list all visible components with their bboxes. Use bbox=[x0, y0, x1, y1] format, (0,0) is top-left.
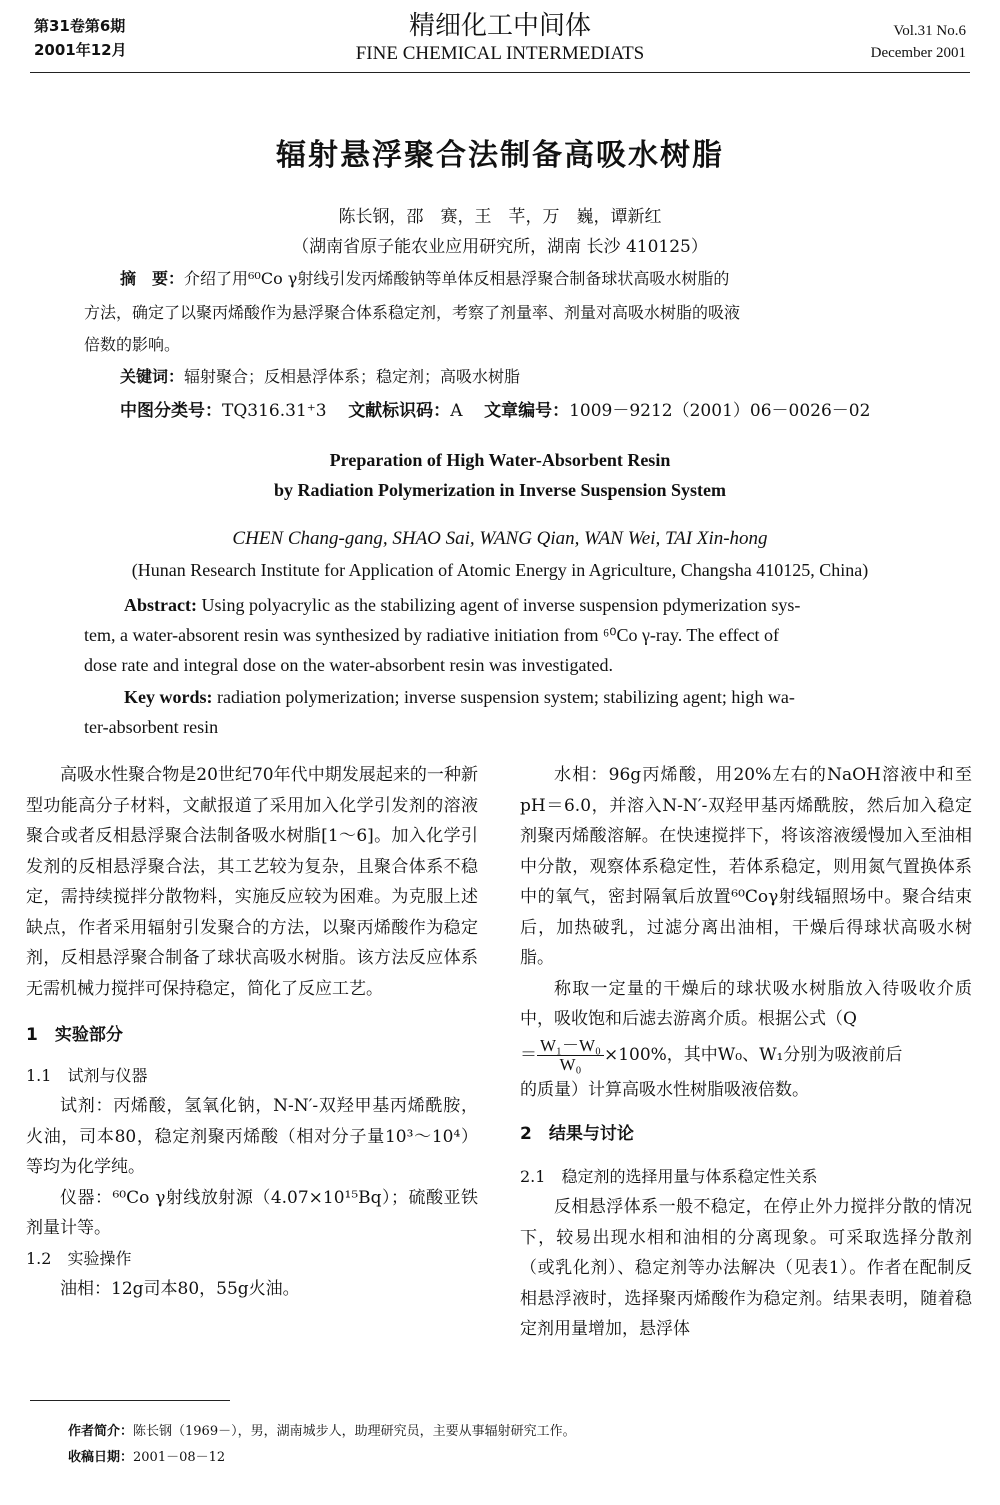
footnote-author: 作者简介：陈长钢（1969－），男，湖南城步人，助理研究员，主要从事辐射研究工作。 bbox=[68, 1424, 576, 1439]
formula-numerator: W₁－W₀ bbox=[537, 1037, 604, 1056]
authors-cn: 陈长钢，邵 赛，王 芊，万 巍，谭新红 bbox=[338, 207, 662, 227]
formula-denominator: W₀ bbox=[559, 1054, 582, 1074]
section-1-heading: 1 实验部分 bbox=[26, 1025, 123, 1045]
doc-code: A bbox=[450, 401, 463, 421]
header-rule bbox=[30, 72, 970, 73]
right-column bbox=[520, 760, 972, 1345]
reagents-paragraph: 试剂：丙烯酸，氢氧化钠，N-N′-双羟甲基丙烯酰胺，火油，司本80，稳定剂聚丙烯酸（相对分子量10³～10⁴）等均为化学纯。 bbox=[26, 1096, 478, 1177]
abstract-cn-label: 摘 要： bbox=[120, 269, 185, 288]
keywords-en-label: Key words: bbox=[124, 687, 213, 707]
affiliation-cn: （湖南省原子能农业应用研究所，湖南 长沙 410125） bbox=[292, 237, 708, 257]
title-en-line1: Preparation of High Water-Absorbent Resin bbox=[329, 450, 671, 470]
left-column bbox=[26, 760, 478, 1305]
footnote-rule bbox=[30, 1400, 230, 1401]
footnote-received-date: 收稿日期：2001－08－12 bbox=[68, 1450, 226, 1465]
abstract-cn-line1: 摘 要：介绍了用⁶⁰Co γ射线引发丙烯酸钠等单体反相悬浮聚合制备球状高吸水树脂的 bbox=[120, 269, 730, 288]
journal-title-en: FINE CHEMICAL INTERMEDIATS bbox=[355, 43, 645, 64]
section-2-1-heading: 2.1 稳定剂的选择用量与体系稳定性关系 bbox=[520, 1166, 818, 1186]
issue-volume: 第31卷第6期 bbox=[34, 17, 126, 35]
journal-title-block bbox=[300, 10, 700, 66]
paper-title: 辐射悬浮聚合法制备高吸水树脂 bbox=[276, 138, 724, 173]
journal-title-cn: 精细化工中间体 bbox=[408, 11, 591, 41]
formula-line: ＝ $\frac{\text{W₁－W₀}}{\text{W₀}}$ ×100%，其中W₀、W₁分别为吸液前后 bbox=[520, 1035, 903, 1074]
water-phase-paragraph: 水相：96g丙烯酸，用20%左右的NaOH溶液中和至pH＝6.0，并溶入N-N′-双羟甲基丙烯酰胺，然后加入稳定剂聚丙烯酸溶解。在快速搅拌下，将该溶液缓慢加入至油相中分散，观察体系稳定性，若体系稳定，则用氮气置换体系中的氧气，密封隔氧后放置⁶⁰Coγ射线辐照场中。聚合结束后，加热破乳，过滤分离出油相，干燥后得球状高吸水树脂。 bbox=[520, 765, 972, 968]
section-1-1-heading: 1.1 试剂与仪器 bbox=[26, 1065, 148, 1085]
measure-paragraph: 称取一定量的干燥后的球状吸水树脂放入待吸收介质中，吸收饱和后滤去游离介质。根据公式（Q bbox=[520, 978, 972, 1029]
abstract-cn-line3: 倍数的影响。 bbox=[84, 335, 181, 354]
section-2-heading: 2 结果与讨论 bbox=[520, 1124, 634, 1144]
keywords-cn-label: 关键词： bbox=[120, 367, 185, 386]
classification-line: 中图分类号：TQ316.31⁺3 文献标识码：A 文章编号：1009－9212（2001）06－0026－02 bbox=[120, 401, 871, 421]
section-1-2-heading: 1.2 实验操作 bbox=[26, 1248, 132, 1268]
issue-info-en bbox=[871, 20, 966, 64]
measure-paragraph-end: 的质量）计算高吸水性树脂吸液倍数。 bbox=[520, 1079, 809, 1100]
keywords-en-line1: Key words: radiation polymerization; inverse suspension system; stabilizing agent; high wa- bbox=[124, 687, 795, 707]
abstract-en-line1: Abstract: Using polyacrylic as the stabilizing agent of inverse suspension pdymerization sys- bbox=[124, 595, 801, 615]
affiliation-en: (Hunan Research Institute for Application of Atomic Energy in Agriculture, Changsha 410125, China) bbox=[131, 560, 869, 580]
instruments-paragraph: 仪器：⁶⁰Co γ射线放射源（4.07×10¹⁵Bq）；硫酸亚铁剂量计等。 bbox=[26, 1187, 478, 1238]
oil-phase-paragraph: 油相：12g司本80，55g火油。 bbox=[60, 1279, 300, 1299]
issue-date: 2001年12月 bbox=[34, 41, 127, 59]
article-number: 1009－9212（2001）06－0026－02 bbox=[569, 401, 871, 421]
issue-info bbox=[34, 14, 127, 62]
title-en-line2: by Radiation Polymerization in Inverse Suspension System bbox=[273, 480, 727, 500]
authors-en: CHEN Chang-gang, SHAO Sai, WANG Qian, WAN Wei, TAI Xin-hong bbox=[232, 528, 768, 549]
issue-volume-en: Vol.31 No.6 bbox=[893, 23, 966, 39]
discussion-paragraph: 反相悬浮体系一般不稳定，在停止外力搅拌分散的情况下，较易出现水相和油相的分离现象。可采取选择分散剂（或乳化剂）、稳定剂等办法解决（见表1）。作者在配制反相悬浮液时，选择聚丙烯酸作为稳定剂。结果表明，随着稳定剂用量增加，悬浮体 bbox=[520, 1197, 972, 1339]
formula-fraction bbox=[537, 1037, 604, 1074]
abstract-en-label: Abstract: bbox=[124, 595, 197, 615]
keywords-cn: 关键词：辐射聚合；反相悬浮体系；稳定剂；高吸水树脂 bbox=[120, 367, 521, 386]
issue-date-en: December 2001 bbox=[870, 45, 966, 61]
abstract-cn-line2: 方法，确定了以聚丙烯酸作为悬浮聚合体系稳定剂，考察了剂量率、剂量对高吸水树脂的吸液 bbox=[84, 303, 741, 322]
abstract-en-line2: tem, a water-absorent resin was synthesized by radiative initiation from ⁶⁰Co γ-ray. The effect of bbox=[84, 625, 780, 645]
abstract-en-line3: dose rate and integral dose on the water-absorbent resin was investigated. bbox=[84, 655, 613, 675]
clc-number: TQ316.31⁺3 bbox=[222, 401, 327, 421]
intro-paragraph: 高吸水性聚合物是20世纪70年代中期发展起来的一种新型功能高分子材料，文献报道了采用加入化学引发剂的溶液聚合或者反相悬浮聚合法制备吸水树脂[1～6]。加入化学引发剂的反相悬浮聚合法，其工艺较为复杂，且聚合体系不稳定，需持续搅拌分散物料，实施反应较为困难。为克服上述缺点，作者采用辐射引发聚合的方法，以聚丙烯酸作为稳定剂，反相悬浮聚合制备了球状高吸水树脂。该方法反应体系无需机械力搅拌可保持稳定，简化了反应工艺。 bbox=[26, 765, 478, 999]
keywords-en-line2: ter-absorbent resin bbox=[84, 717, 219, 737]
